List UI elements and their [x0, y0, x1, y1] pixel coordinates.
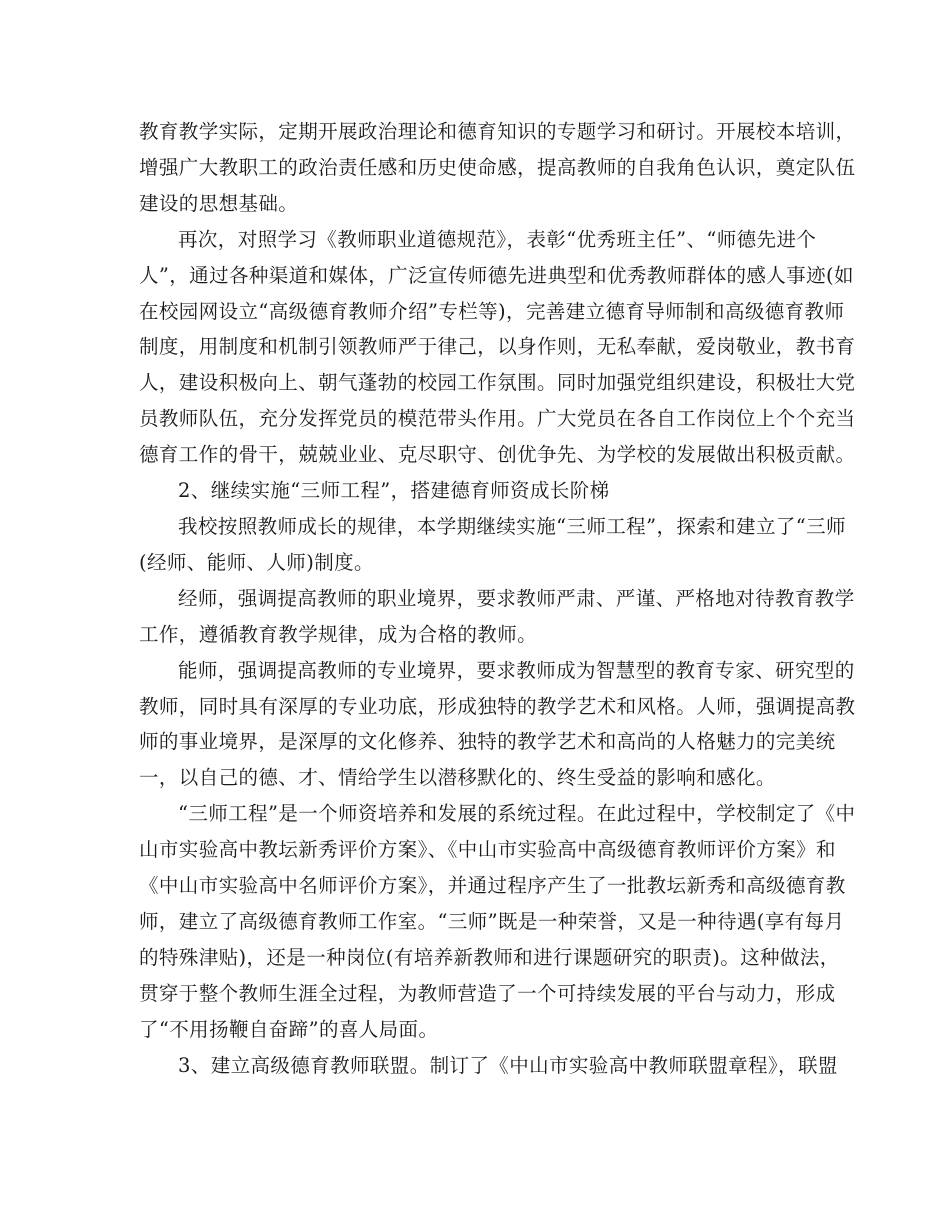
paragraph [139, 581, 855, 653]
text-line: 山市实验高中教坛新秀评价方案》、《中山市实验高中高级德育教师评价方案》和 [139, 838, 836, 862]
text-line: 再次，对照学习《教师职业道德规范》，表彰“优秀班主任”、“师德先进个 [178, 227, 817, 251]
text-line: 制度，用制度和机制引领教师严于律己，以身作则，无私奉献，爱岗敬业，教书育 [139, 335, 856, 359]
paragraph [139, 473, 812, 509]
text-line: 3、建立高级德育教师联盟。制订了《中山市实验高中教师联盟章程》，联盟 [178, 1053, 838, 1077]
text-line: 员教师队伍，充分发挥党员的模范带头作用。广大党员在各自工作岗位上个个充当 [139, 407, 856, 431]
paragraph [139, 1048, 838, 1084]
text-line: 经师，强调提高教师的职业境界，要求教师严肃、严谨、严格地对待教育教学 [178, 586, 855, 610]
text-line: 教师，同时具有深厚的专业功底，形成独特的教学艺术和风格。人师，强调提高教 [139, 694, 856, 718]
text-line: 的特殊津贴)，还是一种岗位(有培养新教师和进行课题研究的职责)。这种做法， [139, 945, 840, 969]
text-line: 人”，通过各种渠道和媒体，广泛宣传师德先进典型和优秀教师群体的感人事迹(如 [139, 263, 854, 287]
text-line: 德育工作的骨干，兢兢业业、克尽职守、创优争先、为学校的发展做出积极贡献。 [139, 443, 856, 467]
document-body [139, 114, 856, 1083]
text-line: 2、继续实施“三师工程”，搭建德育师资成长阶梯 [178, 479, 610, 503]
paragraph [139, 222, 856, 473]
text-line: 增强广大教职工的政治责任感和历史使命感，提高教师的自我角色认识，奠定队伍 [139, 155, 856, 179]
paragraph [139, 509, 846, 581]
paragraph [139, 796, 856, 1047]
text-line: 师的事业境界，是深厚的文化修养、独特的教学艺术和高尚的人格魅力的完美统 [139, 730, 836, 754]
text-line: (经师、能师、人师)制度。 [139, 550, 374, 574]
paragraph [139, 114, 856, 222]
text-line: 建设的思想基础。 [139, 191, 299, 215]
text-line: 在校园网设立“高级德育教师介绍”专栏等)，完善建立德育导师制和高级德育教师 [139, 299, 845, 323]
text-line: 我校按照教师成长的规律，本学期继续实施“三师工程”，探索和建立了“三师 [178, 514, 846, 538]
text-line: “三师工程”是一个师资培养和发展的系统过程。在此过程中，学校制定了《中 [178, 802, 856, 826]
text-line: 《中山市实验高中名师评价方案》，并通过程序产生了一批教坛新秀和高级德育教 [139, 874, 846, 898]
paragraph [139, 653, 856, 797]
text-line: 能师，强调提高教师的专业境界，要求教师成为智慧型的教育专家、研究型的 [178, 658, 855, 682]
text-line: 人，建设积极向上、朝气蓬勃的校园工作氛围。同时加强党组织建设，积极壮大党 [139, 371, 856, 395]
text-line: 了“不用扬鞭自奋蹄”的喜人局面。 [139, 1017, 439, 1041]
text-line: 工作，遵循教育教学规律，成为合格的教师。 [139, 622, 538, 646]
text-line: 一，以自己的德、才、情给学生以潜移默化的、终生受益的影响和感化。 [139, 766, 776, 790]
text-line: 师，建立了高级德育教师工作室。“三师”既是一种荣誉，又是一种待遇(享有每月 [139, 909, 845, 933]
text-line: 教育教学实际，定期开展政治理论和德育知识的专题学习和研讨。开展校本培训， [139, 120, 856, 143]
text-line: 贯穿于整个教师生涯全过程，为教师营造了一个可持续发展的平台与动力，形成 [139, 981, 836, 1005]
